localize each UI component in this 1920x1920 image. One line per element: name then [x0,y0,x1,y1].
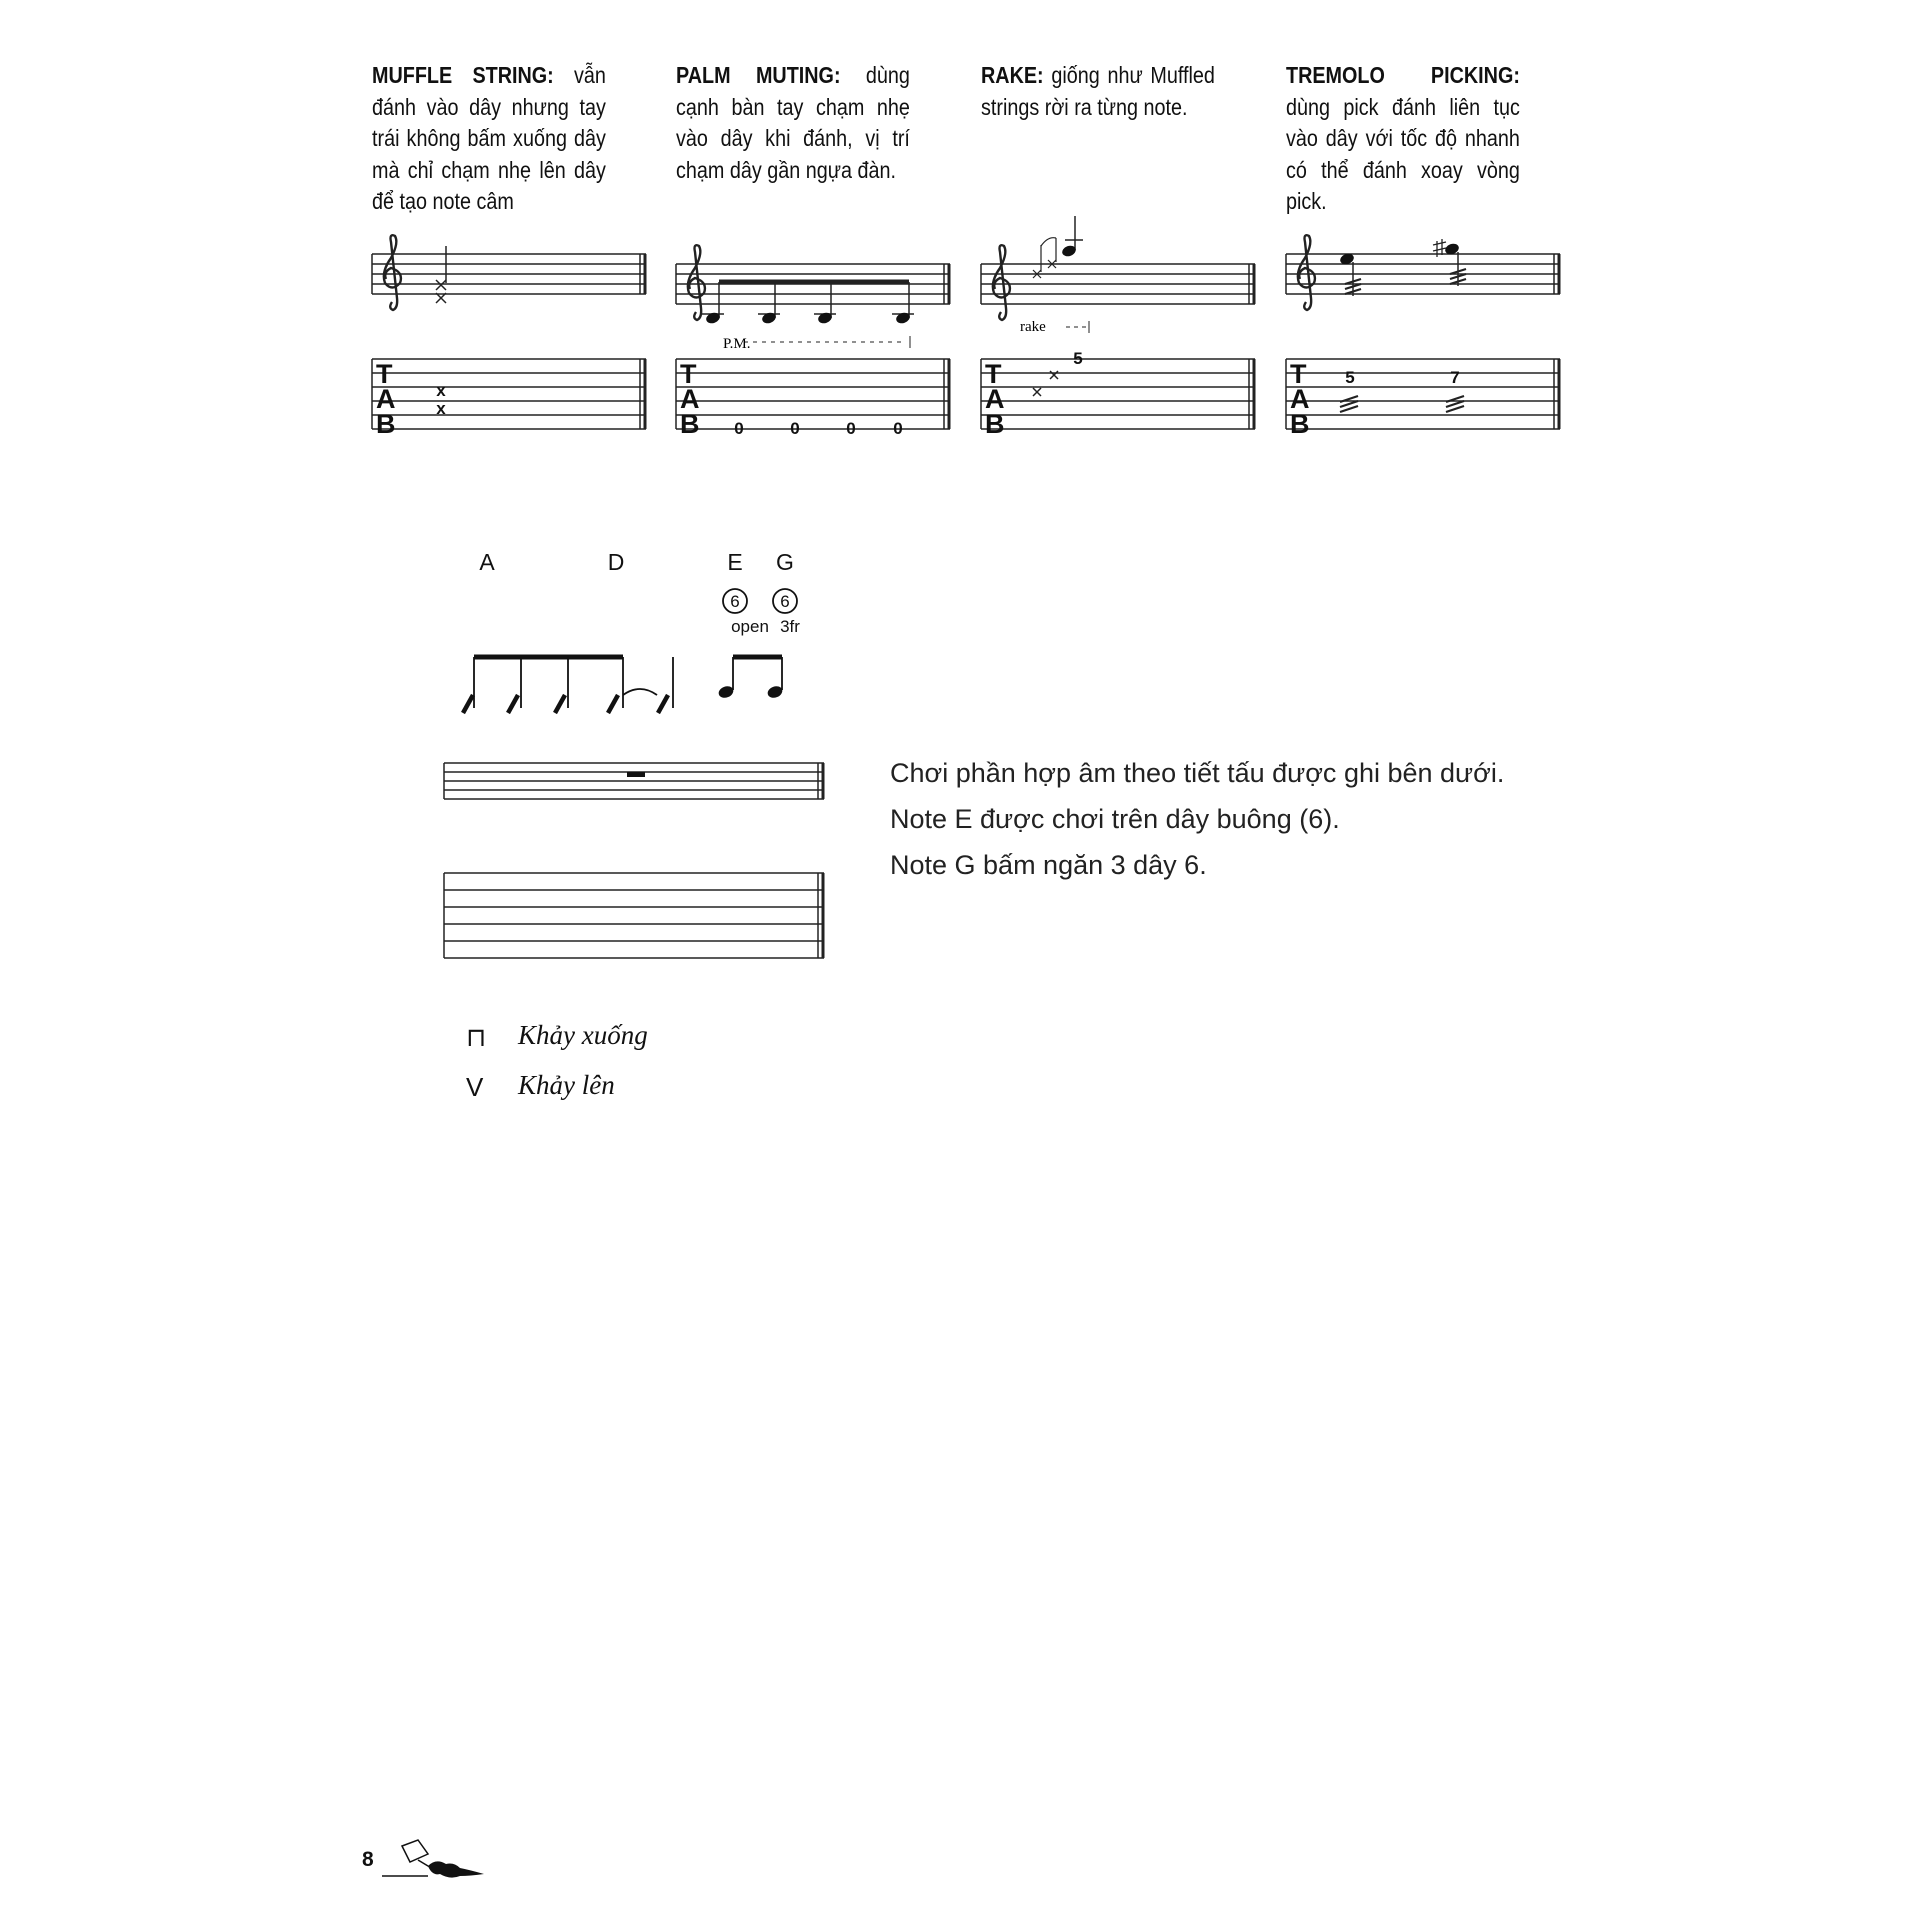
instruction-line: Note E được chơi trên dây buông (6). [890,804,1340,834]
technique-notation [0,0,1920,480]
position-open: open [731,617,769,636]
palm-muting-noteheads [705,311,912,325]
muffle-tab-staff [372,359,646,429]
chord-d: D [607,549,625,575]
tab-number: 5 [1073,349,1083,368]
string-number: 6 [780,592,790,611]
instruction-line: Note G bấm ngăn 3 dây 6. [890,850,1207,880]
tab-number: 0 [893,419,903,438]
tremolo-staff [1286,254,1560,294]
tab-number: 5 [1345,368,1355,387]
chord-a: A [479,549,495,575]
tab-letter-t: T [1290,359,1307,389]
treble-clef-icon [688,245,705,320]
rhythm-noteheads [717,684,784,699]
treble-clef-icon [384,235,401,310]
legend-upstroke-label: Khảy lên [518,1070,615,1100]
tab-letter-t: T [376,359,393,389]
tab-letter-a: A [985,384,1005,414]
tab-letter-b: B [1290,409,1310,439]
rake-marking: rake [1020,319,1046,335]
tab-letter-t: T [985,359,1002,389]
technique-title: PALM MUTING: [676,62,841,88]
technique-text: giống như Muffled strings rời ra từng note. [981,62,1215,120]
tab-mark: x [436,381,446,400]
upstroke-icon: V [466,1072,484,1102]
tab-letter-b: B [680,409,700,439]
tab-letter-b: B [376,409,396,439]
rake-tab-staff [981,359,1255,429]
tab-number: 0 [846,419,856,438]
technique-title: RAKE: [981,62,1044,88]
position-3fr: 3fr [780,617,800,636]
guitar-ornament-icon [380,1832,490,1882]
tab-letter-a: A [1290,384,1310,414]
tab-letter-a: A [680,384,700,414]
tab-letter-b: B [985,409,1005,439]
tab-letter-t: T [680,359,697,389]
tremolo-tab-staff [1286,359,1560,429]
rake-notes [1033,216,1089,396]
palm-muting-tab-staff [676,359,950,429]
instruction-line: Chơi phần hợp âm theo tiết tấu được ghi bên dưới. [890,758,1505,788]
tab-mark: x [436,399,446,418]
rhythm-notation [463,657,782,713]
muffle-staff [372,254,646,294]
note-g: G [776,549,794,575]
rhythm-tab-staff [444,873,824,958]
technique-text: vẫn đánh vào dây nhưng tay trái không bấm xuống dây mà chỉ chạm nhẹ lên dây để tạo note câm [372,62,606,214]
technique-title: TREMOLO PICKING: [1286,62,1520,88]
page-number: 8 [362,1848,374,1871]
rake-staff [981,264,1255,304]
technique-text: dùng pick đánh liên tục vào dây với tốc độ nhanh có thể đánh xoay vòng pick. [1286,93,1520,214]
tab-number: 0 [790,419,800,438]
technique-title: MUFFLE STRING: [372,62,554,88]
rest-icon [627,772,645,777]
technique-text: dùng cạnh bàn tay chạm nhẹ vào dây khi đánh, vị trí chạm dây gần ngựa đàn. [676,62,910,183]
tab-letter-a: A [376,384,396,414]
treble-clef-icon [993,245,1010,320]
palm-muting-marking: P.M. [723,336,751,352]
legend-downstroke-label: Khảy xuống [518,1020,648,1050]
treble-clef-icon [1298,235,1315,310]
tab-number: 0 [734,419,744,438]
string-number: 6 [730,592,740,611]
tremolo-notes [1340,239,1466,412]
tab-number: 7 [1450,368,1460,387]
note-e: E [727,549,743,575]
rhythm-staff [444,763,824,799]
downstroke-icon: ⊓ [466,1022,487,1052]
